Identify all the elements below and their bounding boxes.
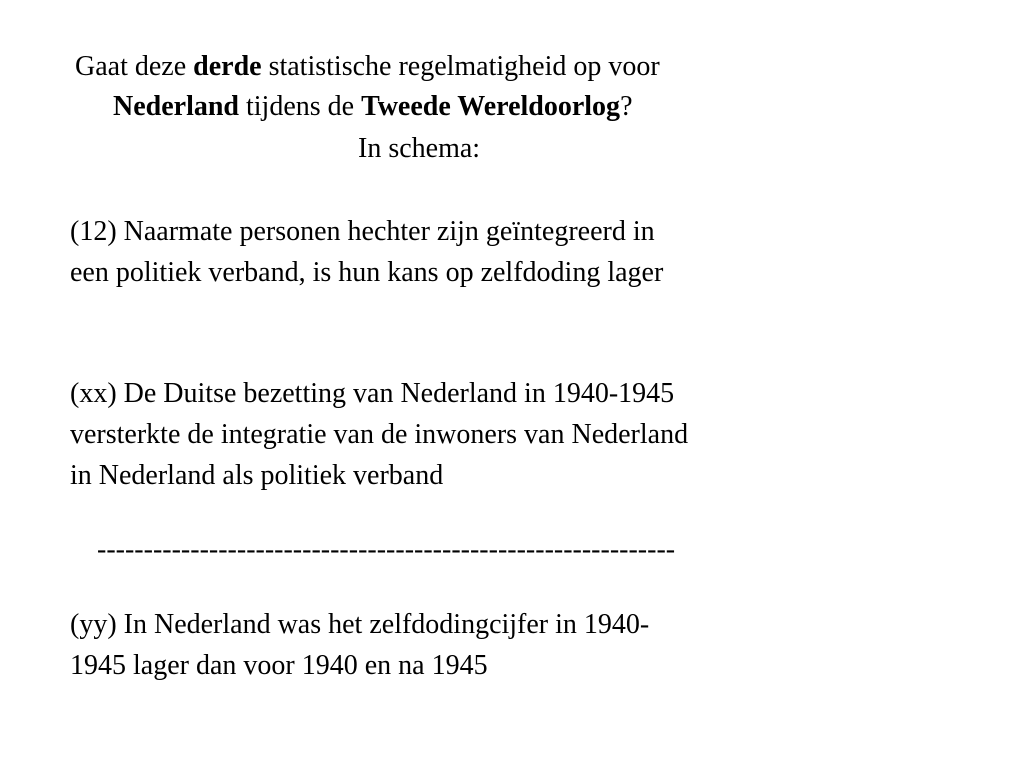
- conclusion-yy-line-2: 1945 lager dan voor 1940 en na 1945: [70, 650, 488, 681]
- heading-emphasis-nederland: Nederland: [113, 91, 239, 122]
- premise-12-line-2: een politiek verband, is hun kans op zelfdoding lager: [70, 257, 664, 288]
- heading-line-2-post: ?: [620, 91, 633, 122]
- argument-divider: --------------------------------------------------------------: [97, 534, 676, 565]
- heading-line-2: [113, 93, 633, 121]
- heading-emphasis-tweede-wereldoorlog: Tweede Wereldoorlog: [361, 91, 621, 122]
- heading-emphasis-derde: derde: [193, 51, 262, 82]
- heading-line-3: In schema:: [358, 133, 481, 164]
- premise-xx-line-2: versterkte de integratie van de inwoners van Nederland: [70, 419, 689, 450]
- heading-line-2-mid: tijdens de: [239, 91, 362, 122]
- premise-xx-line-1: (xx) De Duitse bezetting van Nederland in 1940-1945: [70, 378, 675, 409]
- premise-xx-line-3: in Nederland als politiek verband: [70, 460, 444, 491]
- heading-line-1-pre: Gaat deze: [75, 51, 194, 82]
- conclusion-yy-line-1: (yy) In Nederland was het zelfdodingcijfer in 1940-: [70, 609, 650, 640]
- heading-line-1: [75, 53, 660, 81]
- premise-12-line-1: (12) Naarmate personen hechter zijn geïntegreerd in: [70, 216, 655, 247]
- heading-line-1-post: statistische regelmatigheid op voor: [261, 51, 660, 82]
